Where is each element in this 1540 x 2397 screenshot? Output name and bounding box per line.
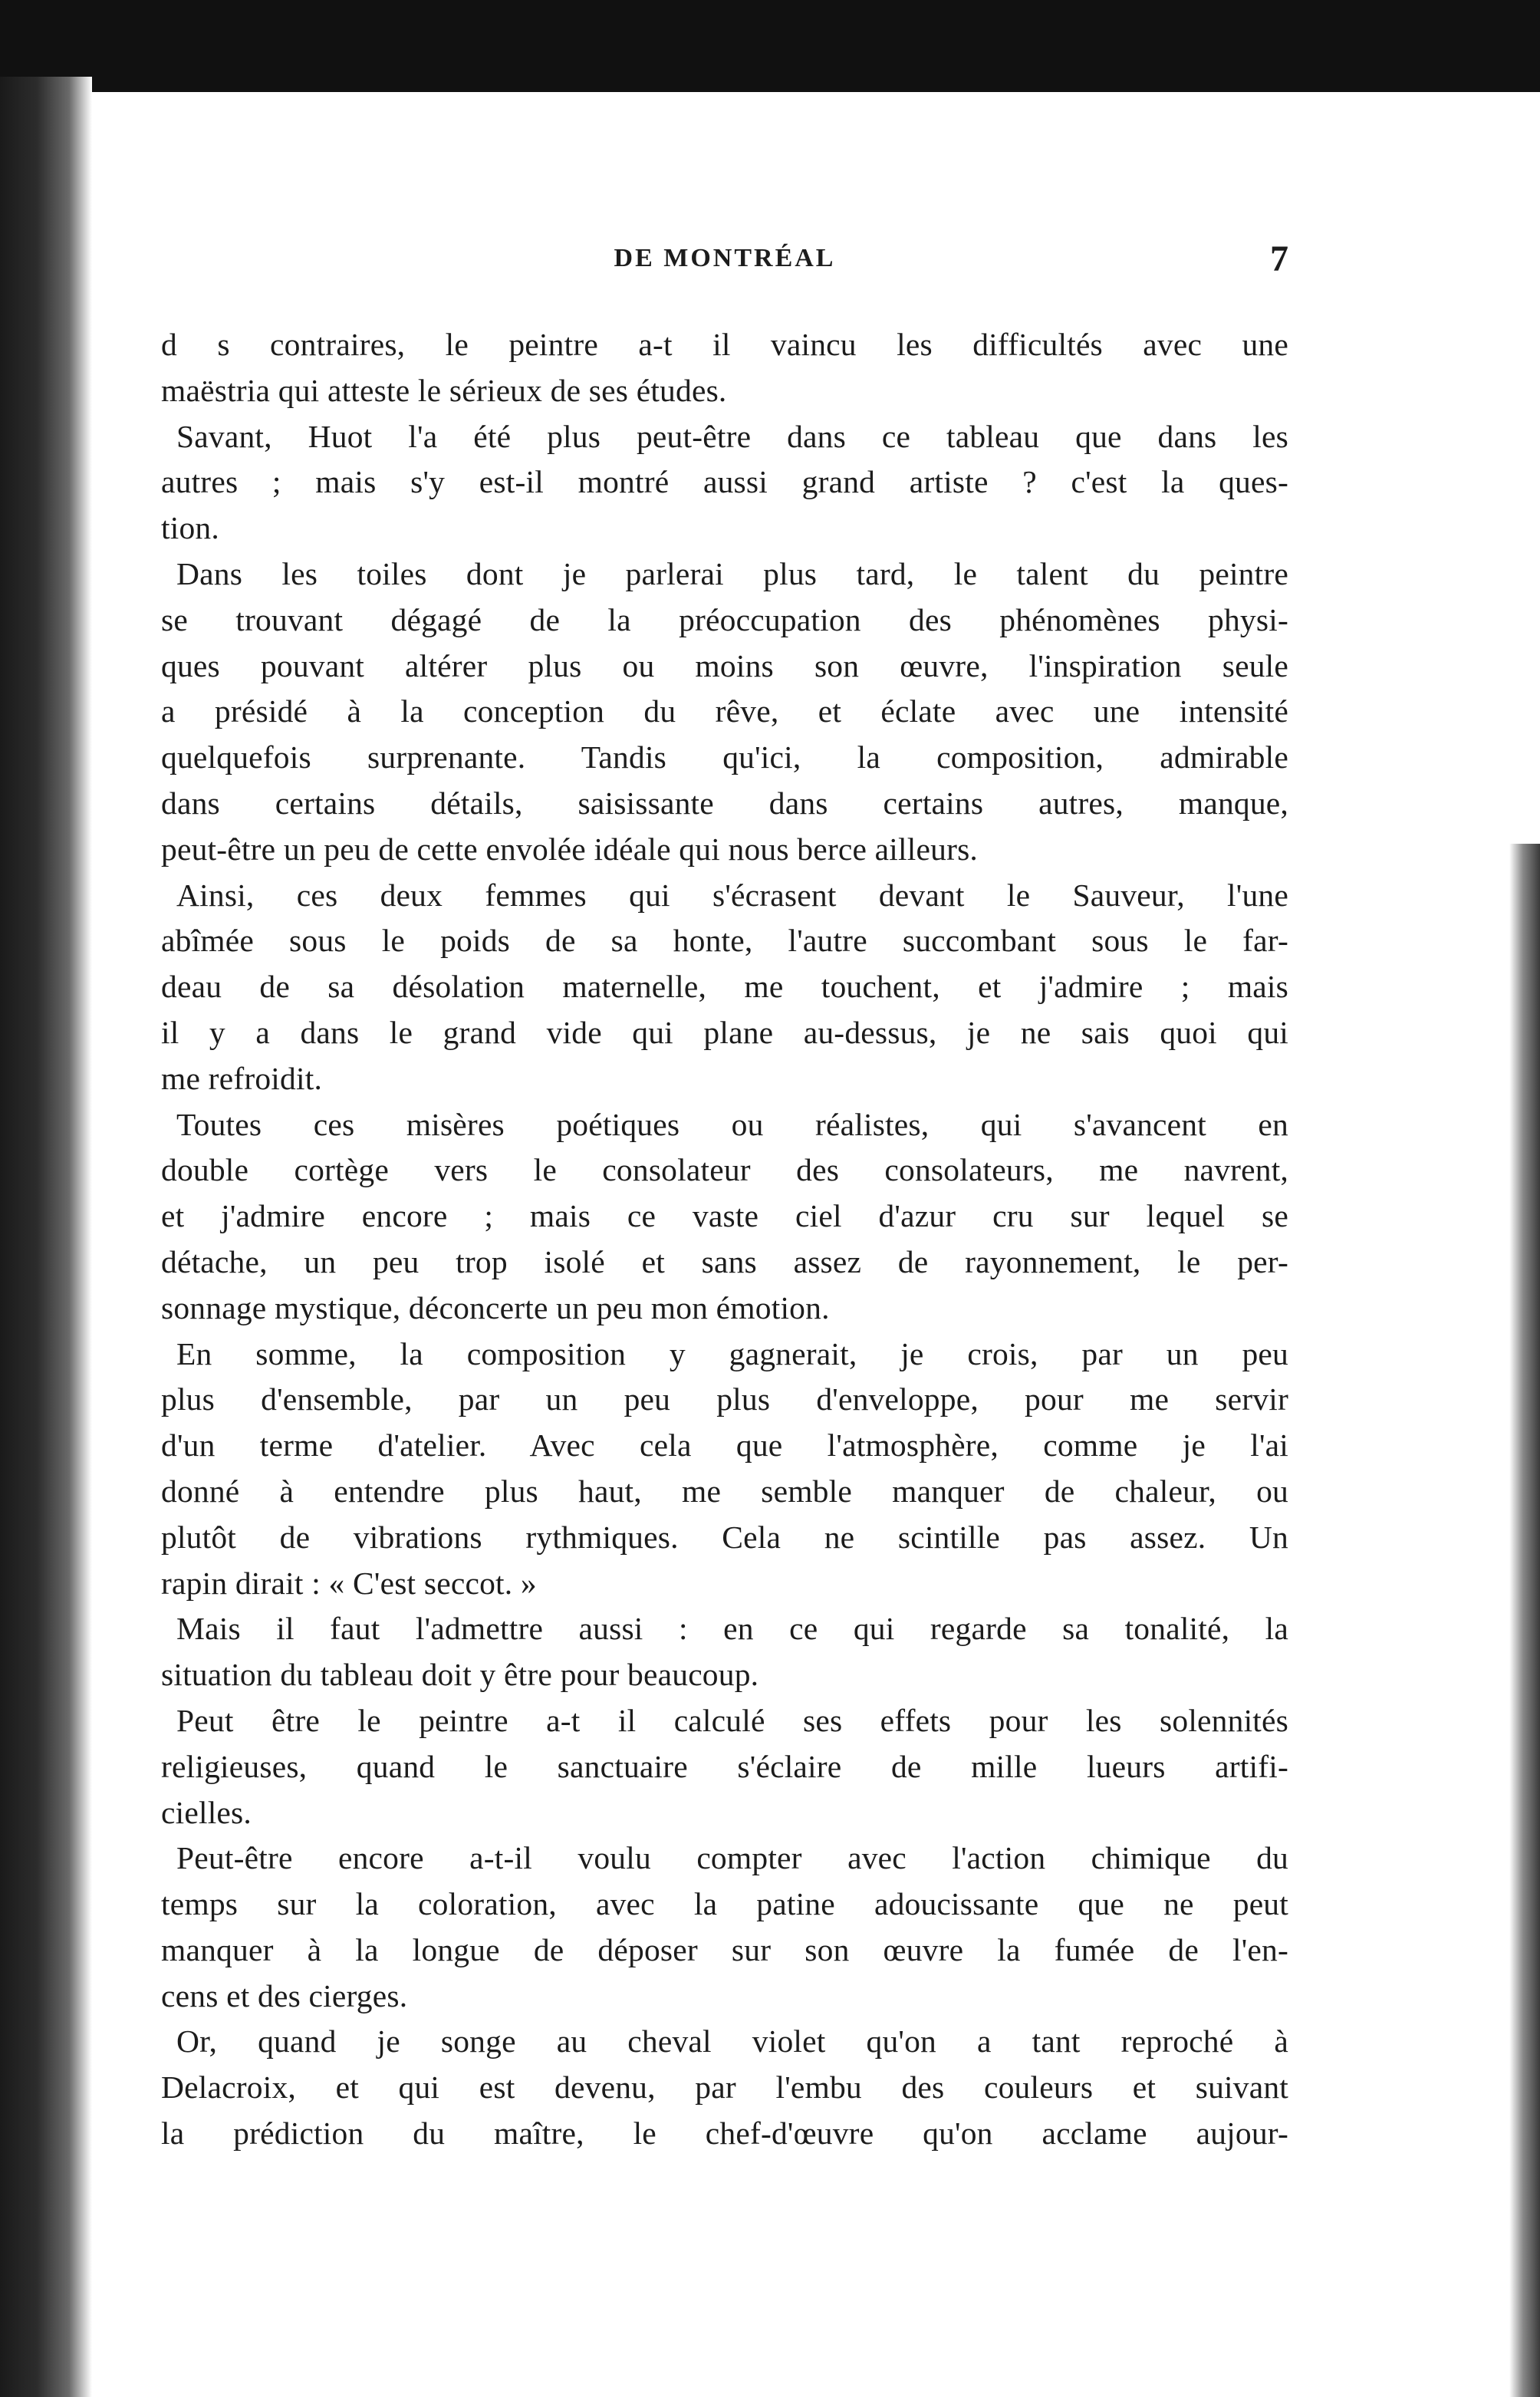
text-line: plutôt de vibrations rythmiques. Cela ne scintille pas assez. Un xyxy=(161,1519,1288,1555)
text-line: Mais il faut l'admettre aussi : en ce qui regarde sa tonalité, la xyxy=(176,1611,1288,1647)
text-line: me refroidit. xyxy=(161,1060,323,1096)
text-line: cielles. xyxy=(161,1794,252,1830)
text-line: détache, un peu trop isolé et sans assez de rayonnement, le per- xyxy=(161,1243,1288,1279)
text-line: quelquefois surprenante. Tandis qu'ici, la composition, admirable xyxy=(161,739,1288,775)
page-number: 7 xyxy=(1270,239,1288,279)
text-line: cens et des cierges. xyxy=(161,1977,408,2013)
text-line: d s contraires, le peintre a-t il vaincu les difficultés avec une xyxy=(161,327,1288,362)
text-line: ques pouvant altérer plus ou moins son œuvre, l'inspiration seule xyxy=(161,647,1288,683)
text-line: manquer à la longue de déposer sur son œuvre la fumée de l'en- xyxy=(161,1931,1288,1967)
text-line: dans certains détails, saisissante dans certains autres, manque, xyxy=(161,785,1288,821)
text-line: Delacroix, et qui est devenu, par l'embu des couleurs et suivant xyxy=(161,2069,1288,2106)
text-line: peut-être un peu de cette envolée idéale qui nous berce ailleurs. xyxy=(161,831,979,867)
text-line: sonnage mystique, déconcerte un peu mon émotion. xyxy=(161,1289,830,1325)
text-line: Peut-être encore a-t-il voulu compter avec l'action chimique du xyxy=(176,1840,1288,1876)
text-line: double cortège vers le consolateur des consolateurs, me navrent, xyxy=(161,1152,1288,1188)
text-line: Savant, Huot l'a été plus peut-être dans ce tableau que dans les xyxy=(176,418,1288,454)
text-line: Ainsi, ces deux femmes qui s'écrasent devant le Sauveur, l'une xyxy=(176,877,1288,913)
text-line: deau de sa désolation maternelle, me touchent, et j'admire ; mais xyxy=(161,969,1288,1005)
text-line: Or, quand je songe au cheval violet qu'on a tant reproché à xyxy=(176,2023,1288,2060)
text-line: rapin dirait : « C'est seccot. » xyxy=(161,1565,537,1601)
text-line: temps sur la coloration, avec la patine adoucissante que ne peut xyxy=(161,1886,1288,1922)
text-line: tion. xyxy=(161,510,219,546)
text-line: il y a dans le grand vide qui plane au-dessus, je ne sais quoi qui xyxy=(161,1014,1288,1050)
text-line: abîmée sous le poids de sa honte, l'autre succombant sous le far- xyxy=(161,923,1288,959)
text-line: religieuses, quand le sanctuaire s'éclaire de mille lueurs artifi- xyxy=(161,1748,1288,1784)
text-line: Dans les toiles dont je parlerai plus tard, le talent du peintre xyxy=(176,555,1288,591)
text-line: En somme, la composition y gagnerait, je crois, par un peu xyxy=(176,1335,1288,1371)
text-line: donné à entendre plus haut, me semble manquer de chaleur, ou xyxy=(161,1473,1288,1509)
scan-left-border xyxy=(0,77,92,2397)
scan-right-border xyxy=(1509,844,1540,2397)
scan-top-border xyxy=(0,0,1540,92)
text-line: situation du tableau doit y être pour beaucoup. xyxy=(161,1657,759,1693)
text-line: Peut être le peintre a-t il calculé ses effets pour les solennités xyxy=(176,1702,1288,1738)
text-line: maëstria qui atteste le sérieux de ses études. xyxy=(161,372,727,408)
text-line: la prédiction du maître, le chef-d'œuvre qu'on acclame aujour- xyxy=(161,2115,1288,2152)
text-line: d'un terme d'atelier. Avec cela que l'atmosphère, comme je l'ai xyxy=(161,1427,1288,1464)
text-line: et j'admire encore ; mais ce vaste ciel d'azur cru sur lequel se xyxy=(161,1198,1288,1234)
running-title: DE MONTRÉAL xyxy=(614,244,836,272)
text-line: se trouvant dégagé de la préoccupation des phénomènes physi- xyxy=(161,601,1288,637)
text-line: Toutes ces misères poétiques ou réalistes, qui s'avancent en xyxy=(176,1106,1288,1142)
page-header xyxy=(161,239,1288,290)
text-line: a présidé à la conception du rêve, et éclate avec une intensité xyxy=(161,693,1288,729)
text-line: autres ; mais s'y est-il montré aussi grand artiste ? c'est la ques- xyxy=(161,464,1288,500)
body-text xyxy=(161,322,1288,2157)
text-line: plus d'ensemble, par un peu plus d'enveloppe, pour me servir xyxy=(161,1381,1288,1417)
